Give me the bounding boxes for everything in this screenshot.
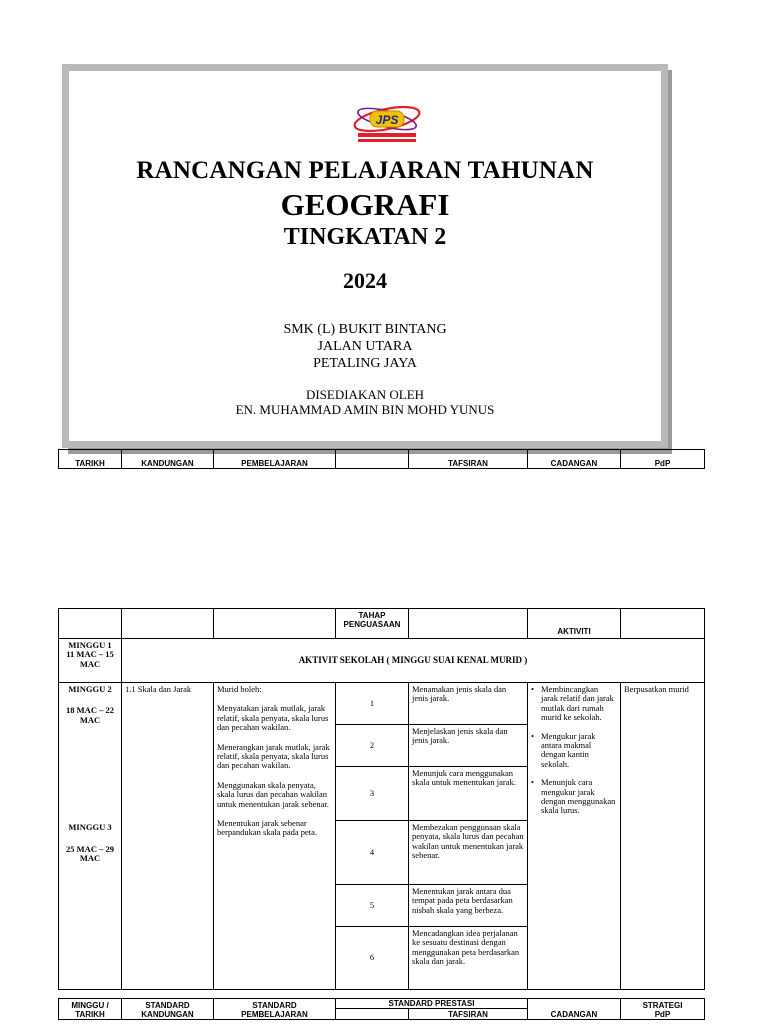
bh-strategy-1: STRATEGI	[642, 1001, 683, 1010]
bh-suggestion: CADANGAN	[528, 999, 621, 1020]
level-description: Menamakan jenis skala dan jenis jarak.	[409, 683, 528, 725]
bh-week-date	[59, 999, 122, 1020]
activity-item: • Menunjuk cara mengukur jarak dengan menggunakan skala lurus.	[531, 778, 617, 816]
bh-date: TARIKH	[75, 1010, 105, 1019]
week2-date: 18 MAC – 22 MAC	[66, 705, 114, 725]
week1-label: MINGGU 1	[68, 640, 112, 650]
activity-suggestions	[528, 683, 621, 990]
bh-learning-std-1: STANDARD	[252, 1001, 297, 1010]
learning-item: Menentukan jarak sebenar berpandukan skala pada peta.	[217, 818, 318, 838]
bh-learning-std-2: PEMBELAJARAN	[241, 1010, 308, 1019]
subject-title: GEOGRAFI	[280, 187, 450, 222]
jps-logo	[352, 97, 422, 145]
school-street: JALAN UTARA	[317, 339, 413, 354]
school-activity: AKTIVIT SEKOLAH ( MINGGU SUAI KENAL MURID )	[122, 639, 705, 683]
bh-week: MINGGU /	[71, 1001, 109, 1010]
lesson-plan-table	[58, 608, 705, 990]
activity-list	[531, 685, 617, 816]
th-mastery-level: TAHAP PENGUASAAN	[336, 609, 409, 639]
teacher-name: EN. MUHAMMAD AMIN BIN MOHD YUNUS	[235, 402, 495, 417]
level-number: 3	[336, 767, 409, 821]
th-activity: AKTIVITI	[528, 609, 621, 639]
th-empty-1	[59, 609, 122, 639]
week2-cell	[59, 683, 122, 990]
bh-strategy-2: PdP	[654, 1010, 671, 1019]
activity-item: • Membincangkan jarak relatif dan jarak mutlak dari rumah murid ke sekolah.	[531, 685, 617, 723]
activity-item: • Mengukur jarak antara makmal dengan kantin sekolah.	[531, 732, 617, 770]
week1-date: 11 MAC – 15 MAC	[66, 649, 114, 669]
week3-label: MINGGU 3	[68, 822, 112, 833]
year: 2024	[343, 268, 387, 293]
level-number: 4	[336, 821, 409, 885]
week1-cell	[59, 639, 122, 683]
svg-text:JPS: JPS	[375, 113, 399, 127]
hdr-interpretation: TAFSIRAN	[409, 450, 528, 469]
prepared-by	[69, 387, 661, 417]
hdr-pdp: PdP	[621, 450, 705, 469]
prepared-label: DISEDIAKAN OLEH	[305, 387, 425, 402]
bh-content-std	[122, 999, 214, 1020]
level-number: 2	[336, 725, 409, 767]
school-name: SMK (L) BUKIT BINTANG	[283, 322, 447, 337]
school-city: PETALING JAYA	[313, 356, 417, 371]
level-description: Mencadangkan idea perjalanan ke sesuatu destinasi dengan menggunakan peta berdasarkan skala dan jarak.	[409, 927, 528, 990]
cover-box	[62, 64, 668, 448]
bh-performance-std: STANDARD PRESTASI	[336, 999, 528, 1009]
hdr-suggestion: CADANGAN	[528, 450, 621, 469]
table-row	[59, 639, 705, 683]
week3-date: 25 MAC – 29 MAC	[66, 843, 114, 864]
learning-intro: Murid boleh:	[217, 684, 262, 694]
level-description: Menunjuk cara menggunakan skala untuk menentukan jarak.	[409, 767, 528, 821]
th-empty-5	[409, 609, 528, 639]
level-number: 5	[336, 885, 409, 927]
level-description: Menentukan jarak antara dua tempat pada peta berdasarkan nisbah skala yang berbeza.	[409, 885, 528, 927]
th-empty-3	[214, 609, 336, 639]
bh-interpretation: TAFSIRAN	[409, 1009, 528, 1020]
bottom-header-strip	[58, 998, 705, 1020]
week2-label: MINGGU 2	[68, 684, 112, 694]
top-header-strip	[58, 449, 705, 469]
bh-strategy	[621, 999, 705, 1020]
level-number: 6	[336, 927, 409, 990]
level-description: Membezakan penggunaan skala penyata, skala lurus dan pecahan wakilan untuk menentukan jarak sebenar.	[409, 821, 528, 885]
learning-item: Menyatakan jarak mutlak, jarak relatif, skala penyata, skala lurus dan pecahan wakilan.	[217, 703, 329, 733]
school-address	[69, 321, 661, 372]
content-standard: 1.1 Skala dan Jarak	[122, 683, 214, 990]
hdr-date: TARIKH	[59, 450, 122, 469]
hdr-blank	[336, 450, 409, 469]
level-description: Menjelaskan jenis skala dan jenis jarak.	[409, 725, 528, 767]
learning-item: Menerangkan jarak mutlak, jarak relatif, skala penyata, skala lurus dan pecahan wakilan.	[217, 741, 330, 771]
bh-blank	[336, 1009, 409, 1020]
hdr-learning: PEMBELAJARAN	[214, 450, 336, 469]
pdp-strategy: Berpusatkan murid	[621, 683, 705, 990]
learning-standard	[214, 683, 336, 990]
form-level: TINGKATAN 2	[283, 224, 447, 250]
table-row	[59, 683, 705, 725]
bh-content-std-2: KANDUNGAN	[141, 1010, 194, 1019]
level-number: 1	[336, 683, 409, 725]
learning-item: Menggunakan skala penyata, skala lurus dan pecahan wakilan untuk menentukan jarak sebenar.	[217, 779, 329, 809]
th-empty-7	[621, 609, 705, 639]
hdr-content: KANDUNGAN	[122, 450, 214, 469]
bh-content-std-1: STANDARD	[145, 1001, 190, 1010]
bh-learning-std	[214, 999, 336, 1020]
plan-title: RANCANGAN PELAJARAN TAHUNAN	[136, 157, 594, 184]
table-header-row	[59, 609, 705, 639]
th-empty-2	[122, 609, 214, 639]
